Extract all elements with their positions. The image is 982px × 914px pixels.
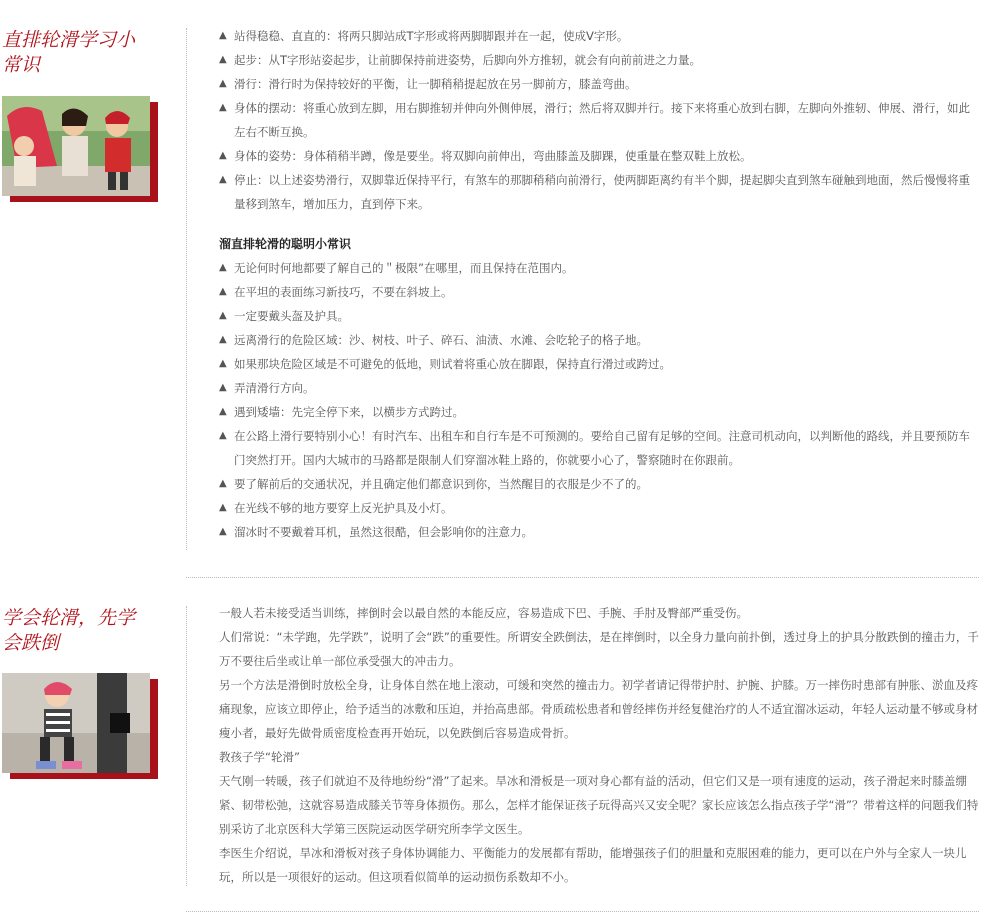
triangle-bullet-icon: ▲ [219, 174, 227, 185]
list-item: ▲ 要了解前后的交通状况，并且确定他们都意识到你，当然醒目的衣服是少不了的。 [219, 472, 981, 496]
paragraph: 另一个方法是滑倒时放松全身，让身体自然在地上滚动，可缓和突然的撞击力。初学者请记得带护肘、护腕、护膝。万一摔伤时患部有肿胀、淤血及疼痛现象，应该立即停止，给予适当的冰敷和压迫，并抬高患部。骨质疏松患者和曾经摔伤并经复健治疗的人不适宜溜冰运动，年轻人运动量不够或身材瘦小者，最好先做骨质密度检查再开始玩，以免跌倒后容易造成骨折。 [219, 678, 978, 740]
triangle-bullet-icon: ▲ [219, 358, 227, 369]
divider-horizontal [186, 911, 979, 912]
photo-mother-children [2, 96, 158, 202]
paragraph: 天气刚一转暖，孩子们就迫不及待地纷纷“滑”了起来。旱冰和滑板是一项对身心都有益的活动，但它们又是一项有速度的运动，孩子滑起来时膝盖绷紧、韧带松弛，这就容易造成膝关节等身体损伤。那么，怎样才能保证孩子玩得高兴又安全呢？家长应该怎么指点孩子学“滑”？带着这样的问题我们特别采访了北京医科大学第三医院运动医学研究所李学文医生。 [219, 774, 979, 836]
divider-horizontal [186, 577, 979, 578]
list-item: ▲ 无论何时何地都要了解自己的＂极限”在哪里，而且保持在范围内。 [219, 256, 981, 280]
list-item: ▲ 远离滑行的危险区域：沙、树枝、叶子、碎石、油渍、水滩、会吃轮子的格子地。 [219, 328, 981, 352]
triangle-bullet-icon: ▲ [219, 286, 227, 297]
list-item: ▲ 在公路上滑行要特别小心！有时汽车、出租车和自行车是不可预测的。要给自己留有足够的空间。注意司机动向，以判断他的路线，并且要预防车门突然打开。国内大城市的马路都是限制人们穿溜冰鞋上路的，你就要小心了，警察随时在你跟前。 [219, 424, 981, 472]
paragraph-heading: 教孩子学“轮滑” [219, 750, 300, 764]
list-item: ▲ 起步：从T字形站姿起步，让前脚保持前进姿势，后脚向外方推轫，就会有向前前进之力量。 [219, 48, 981, 72]
triangle-bullet-icon: ▲ [219, 526, 227, 537]
triangle-bullet-icon: ▲ [219, 54, 227, 65]
list-item: ▲ 停止：以上述姿势滑行，双脚靠近保持平行，有煞车的那脚稍稍向前滑行，使两脚距离约有半个脚，提起脚尖直到煞车碰触到地面，然后慢慢将重量移到煞车，增加压力，直到停下来。 [219, 168, 981, 216]
triangle-bullet-icon: ▲ [219, 310, 227, 321]
content-basics [219, 24, 981, 544]
paragraph: 李医生介绍说，旱冰和滑板对孩子身体协调能力、平衡能力的发展都有帮助，能增强孩子们的胆量和克服困难的能力，更可以在户外与全家人一块儿玩，所以是一项很好的运动。但这项看似简单的运动损伤系数却不小。 [219, 846, 967, 884]
list-item: ▲ 身体的姿势：身体稍稍半蹲，像是要坐。将双脚向前伸出，弯曲膝盖及脚踝，使重量在整双鞋上放松。 [219, 144, 981, 168]
tips-heading: 溜直排轮滑的聪明小常识 [219, 237, 352, 251]
triangle-bullet-icon: ▲ [219, 30, 227, 41]
triangle-bullet-icon: ▲ [219, 262, 227, 273]
triangle-bullet-icon: ▲ [219, 478, 227, 489]
section-title: 学会轮滑，先学会跌倒 [2, 607, 136, 654]
triangle-bullet-icon: ▲ [219, 406, 227, 417]
triangle-bullet-icon: ▲ [219, 502, 227, 513]
list-item: ▲ 在光线不够的地方要穿上反光护具及小灯。 [219, 496, 981, 520]
triangle-bullet-icon: ▲ [219, 78, 227, 89]
list-item: ▲ 滑行：滑行时为保持较好的平衡，让一脚稍稍提起放在另一脚前方，膝盖弯曲。 [219, 72, 981, 96]
list-item: ▲ 遇到矮墙：先完全停下来，以横步方式跨过。 [219, 400, 981, 424]
list-item: ▲ 站得稳稳、直直的：将两只脚站成T字形或将两脚脚跟并在一起，使成V字形。 [219, 24, 981, 48]
list-item: ▲ 身体的摆动：将重心放到左脚，用右脚推轫并伸向外侧伸展，滑行；然后将双脚并行。接下来将重心放到右脚，左脚向外推轫、伸展、滑行，如此左右不断互换。 [219, 96, 981, 144]
triangle-bullet-icon: ▲ [219, 150, 227, 161]
list-item: ▲ 一定要戴头盔及护具。 [219, 304, 981, 328]
list-item: ▲ 弄清滑行方向。 [219, 376, 981, 400]
content-falling [219, 601, 981, 889]
paragraph: 一般人若未接受适当训练，摔倒时会以最自然的本能反应，容易造成下巴、手腕、手肘及臀部严重受伤。 [219, 606, 748, 620]
list-item: ▲ 在平坦的表面练习新技巧，不要在斜坡上。 [219, 280, 981, 304]
paragraph: 人们常说：“未学跑，先学跌”，说明了会“跌”的重要性。所谓安全跌倒法，是在摔倒时，以全身力量向前扑倒，透过身上的护具分散跌倒的撞击力，千万不要往后坐或让单一部位承受强大的冲击力。 [219, 630, 979, 668]
triangle-bullet-icon: ▲ [219, 334, 227, 345]
triangle-bullet-icon: ▲ [219, 430, 227, 441]
triangle-bullet-icon: ▲ [219, 382, 227, 393]
list-item: ▲ 溜冰时不要戴着耳机，虽然这很酷，但会影响你的注意力。 [219, 520, 981, 544]
triangle-bullet-icon: ▲ [219, 102, 227, 113]
divider-vertical [186, 28, 187, 550]
list-item: ▲ 如果那块危险区域是不可避免的低地，则试着将重心放在脚跟，保持直行滑过或跨过。 [219, 352, 981, 376]
photo-child-skating [2, 673, 158, 779]
divider-vertical [186, 606, 187, 886]
section-title: 直排轮滑学习小常识 [2, 29, 136, 76]
